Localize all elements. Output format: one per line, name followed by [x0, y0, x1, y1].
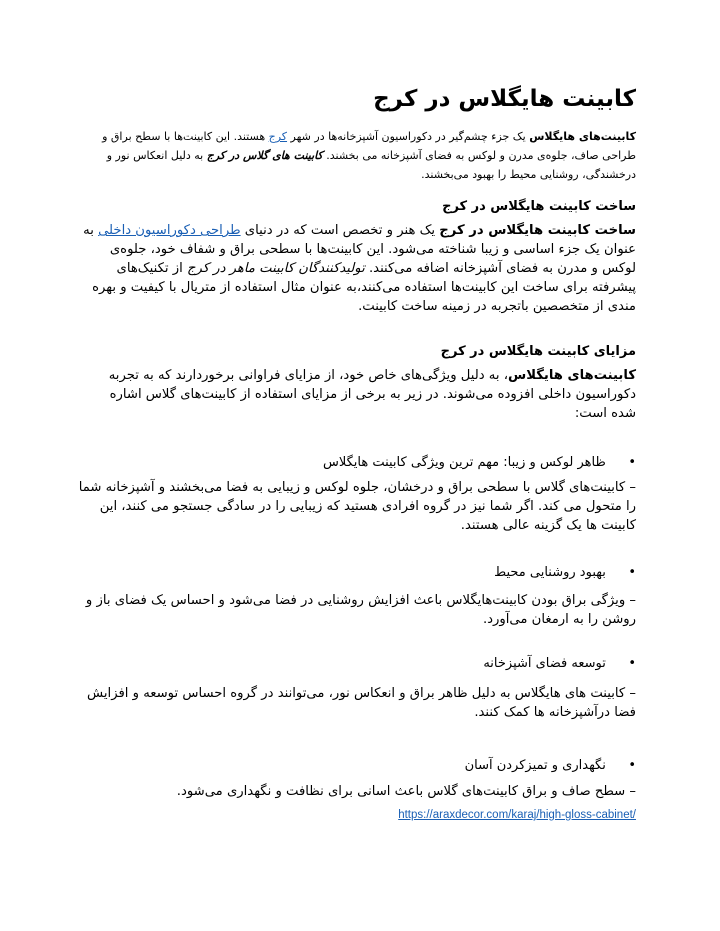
bullet-title-text: بهبود روشنایی محیط — [494, 565, 606, 580]
bullet-title-2 — [494, 565, 636, 580]
build-italic: تولیدکنندگان کابینت ماهر در کرج — [186, 261, 365, 276]
build-paragraph — [83, 221, 636, 316]
source-url-link[interactable]: https://araxdecor.com/karaj/high-gloss-cabinet/ — [398, 809, 636, 821]
advantages-paragraph — [83, 366, 636, 423]
karaj-link[interactable]: کرج — [268, 130, 288, 143]
bullet-title-text: توسعه فضای آشپزخانه — [483, 656, 606, 671]
intro-bold-italic: کابینت های گلاس در کرج — [206, 149, 323, 162]
advantages-heading: مزایای کابینت هایگلاس در کرج — [440, 344, 636, 359]
intro-text-1: یک جزء چشم‌گیر در دکوراسیون آشپزخانه‌ها در شهر — [287, 130, 530, 143]
bullet-title-4 — [465, 758, 636, 773]
intro-paragraph — [86, 127, 636, 184]
bullet-marker: • — [628, 758, 636, 773]
advantages-bold-lead: کابینت‌های هایگلاس — [508, 368, 636, 383]
build-heading: ساخت کابینت هایگلاس در کرج — [442, 199, 636, 214]
page-title: کابینت هایگلاس در کرج — [373, 86, 636, 112]
build-text-1: یک هنر و تخصص است که در دنیای — [240, 223, 440, 238]
bullet-title-text: ظاهر لوکس و زیبا: مهم ترین ویژگی کابینت هایگلاس — [322, 455, 606, 470]
bullet-desc-2: – ویژگی براق بودن کابینت‌هایگلاس باعث افزایش روشنایی در فضا می‌شود و احساس یک فضای باز و روشن را به ارمغان می‌آورد. — [85, 593, 636, 627]
build-text-2: به عنوان یک جزء اساسی و زیبا شناخته می‌شود. این کابینت‌ها با سطحی براق و شفاف خود، جلوه‌ی لوکس و مدرن به فضای آشپزخانه اضافه می‌کنند. — [83, 223, 636, 276]
interior-design-link[interactable]: طراحی دکوراسیون داخلی — [98, 223, 241, 238]
intro-text-2: هستند. این کابینت‌ها با سطح براق و طراحی صاف، جلوه‌ی مدرن و لوکس به فضای آشپزخانه می بخشند. — [102, 130, 636, 162]
advantages-text: ، به دلیل ویژگی‌های خاص خود، از مزایای فراوانی برخوردارند که به تجربه دکوراسیون داخلی افزوده می‌شوند. در زیر به برخی از مزایای استفاده از کابینت‌های گلاس اشاره شده است: — [108, 368, 636, 421]
intro-text-3: به دلیل انعکاس نور و درخشندگی، روشنایی محیط را بهبود می‌بخشند. — [106, 149, 636, 181]
bullet-marker: • — [628, 455, 636, 470]
build-text-3: از تکنیک‌های پیشرفته برای ساخت این کابینت‌ها استفاده می‌کنند،به عنوان مثال استفاده از متریال با کیفیت و بهره مندی از متخصصین باتجربه در زمینه ساخت کابینت. — [92, 261, 636, 314]
bullet-desc-4: – سطح صاف و براق کابینت‌های گلاس باعث اسانی برای نظافت و نگهداری می‌شود. — [176, 784, 636, 799]
bullet-desc-1: – کابینت‌های گلاس با سطحی براق و درخشان، جلوه لوکس و زیبایی به فضا می‌بخشند و آشپزخانه شما را متحول می کند. اگر شما نیز در گروه افرادی هستید که زیبایی را در سادگی جستجو می کنند، این کابینت ها یک گزینه عالی هستند. — [78, 480, 636, 533]
bullet-marker: • — [628, 656, 636, 671]
build-bold-lead: ساخت کابینت هایگلاس در کرج — [439, 223, 636, 238]
bullet-marker: • — [628, 565, 636, 580]
bullet-title-text: نگهداری و تمیزکردن آسان — [464, 758, 606, 773]
bullet-desc-3: – کابینت های هایگلاس به دلیل ظاهر براق و انعکاس نور، می‌توانند در گروه احساس توسعه و افزایش فضا درآشپزخانه ها کمک کنند. — [87, 686, 636, 720]
bullet-title-3 — [483, 656, 636, 671]
bullet-title-1 — [323, 455, 636, 470]
intro-bold-lead: کابینت‌های هایگلاس — [529, 130, 636, 143]
